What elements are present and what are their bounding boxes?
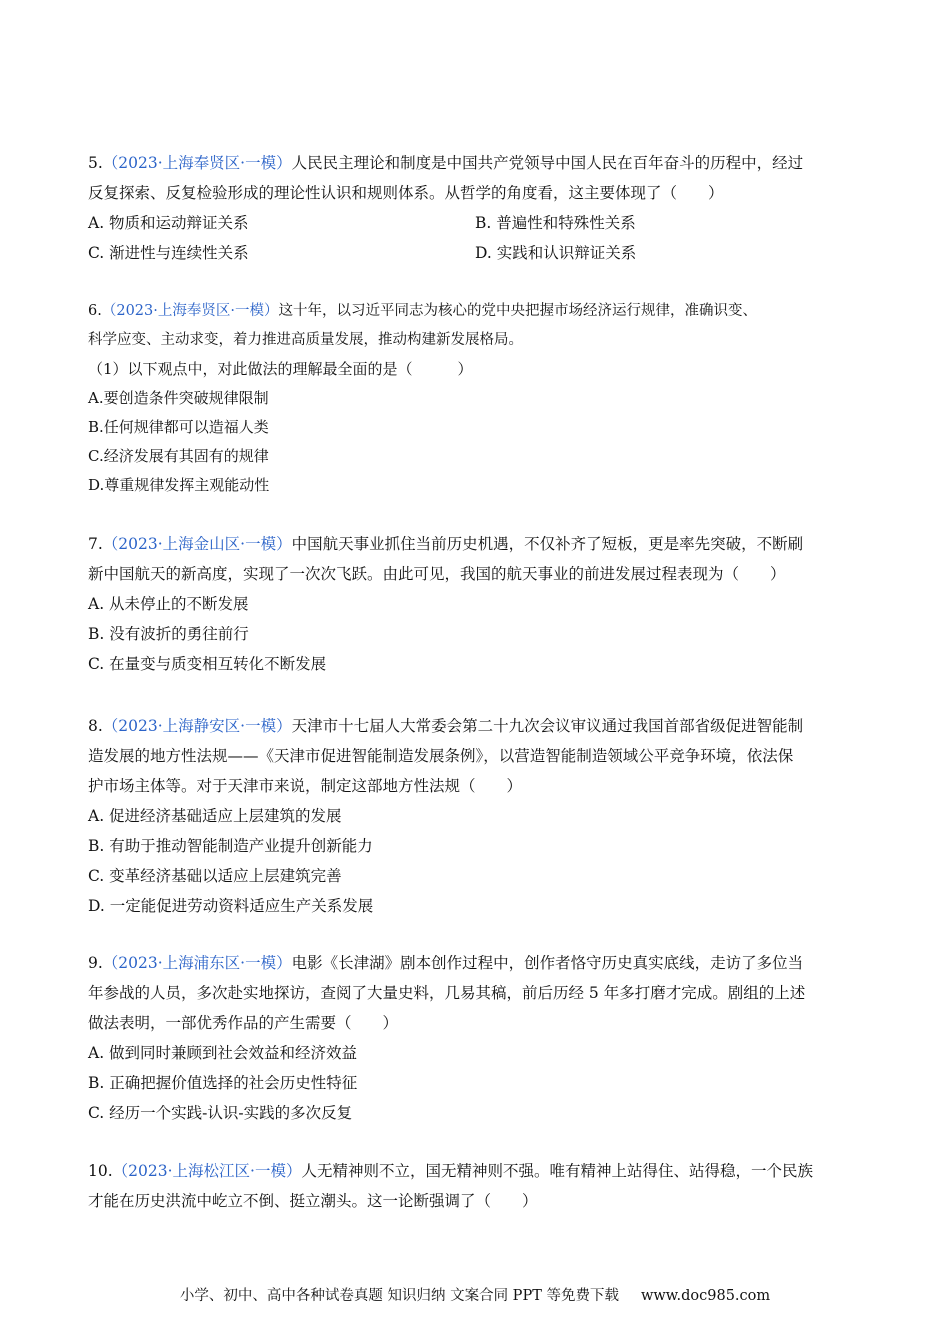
question-stem: 9.（2023·上海浦东区·一模）电影《长津湖》剧本创作过程中，创作者恪守历史真实底线，走访了多位当: [88, 954, 804, 972]
question-6: [88, 297, 863, 500]
question-stem: 护市场主体等。对于天津市来说，制定这部地方性法规（ ）: [88, 777, 523, 795]
sub-question: （1）以下观点中，对此做法的理解最全面的是（ ）: [88, 360, 473, 378]
option-c: C. 经历一个实践-认识-实践的多次反复: [88, 1104, 353, 1122]
option-d: D.尊重规律发挥主观能动性: [88, 476, 270, 494]
option-a: A. 促进经济基础适应上层建筑的发展: [88, 807, 342, 825]
page-footer: [0, 1284, 950, 1305]
option-a: A.要创造条件突破规律限制: [88, 389, 269, 407]
question-stem: 5.（2023·上海奉贤区·一模）人民民主理论和制度是中国共产党领导中国人民在百年奋斗的历程中，经过: [88, 154, 804, 172]
question-stem: 新中国航天的新高度，实现了一次次飞跃。由此可见，我国的航天事业的前进发展过程表现为（ ）: [88, 565, 786, 583]
option-c: C.经济发展有其固有的规律: [88, 447, 269, 465]
question-source: （2023·上海金山区·一模）: [102, 535, 292, 553]
option-a: A. 做到同时兼顾到社会效益和经济效益: [88, 1044, 358, 1062]
question-number: 8.: [88, 717, 103, 735]
question-9: [88, 948, 863, 1128]
option-b: B. 没有波折的勇往前行: [88, 625, 249, 643]
question-source: （2023·上海奉贤区·一模）: [101, 303, 279, 319]
option-b: B. 有助于推动智能制造产业提升创新能力: [88, 837, 373, 855]
question-stem: 反复探索、反复检验形成的理论性认识和规则体系。从哲学的角度看，这主要体现了（ ）: [88, 184, 724, 202]
question-source: （2023·上海静安区·一模）: [102, 717, 292, 735]
question-5: [88, 148, 863, 268]
footer-site-link[interactable]: www.doc985.com: [640, 1288, 771, 1304]
question-number: 5.: [88, 154, 103, 172]
option-b: B. 普遍性和特殊性关系: [475, 214, 636, 232]
option-a: A. 从未停止的不断发展: [88, 595, 249, 613]
option-c: C. 在量变与质变相互转化不断发展: [88, 655, 327, 673]
option-d: D. 一定能促进劳动资料适应生产关系发展: [88, 897, 374, 915]
question-number: 10.: [88, 1162, 113, 1180]
option-c: C. 渐进性与连续性关系: [88, 244, 249, 262]
question-source: （2023·上海松江区·一模）: [112, 1162, 302, 1180]
question-stem: 6.（2023·上海奉贤区·一模）这十年，以习近平同志为核心的党中央把握市场经济运行规律，准确识变、: [88, 303, 757, 319]
question-stem: 才能在历史洪流中屹立不倒、挺立潮头。这一论断强调了（ ）: [88, 1192, 538, 1210]
question-stem: 做法表明，一部优秀作品的产生需要（ ）: [88, 1014, 399, 1032]
option-d: D. 实践和认识辩证关系: [475, 244, 637, 262]
question-source: （2023·上海浦东区·一模）: [102, 954, 292, 972]
question-stem: 7.（2023·上海金山区·一模）中国航天事业抓住当前历史机遇，不仅补齐了短板，更是率先突破，不断刷: [88, 535, 804, 553]
question-number: 9.: [88, 954, 103, 972]
option-c: C. 变革经济基础以适应上层建筑完善: [88, 867, 342, 885]
option-b: B.任何规律都可以造福人类: [88, 418, 269, 436]
footer-text: 小学、初中、高中各种试卷真题 知识归纳 文案合同 PPT 等免费下载: [179, 1288, 619, 1304]
option-a: A. 物质和运动辩证关系: [88, 214, 249, 232]
question-stem: 科学应变、主动求变，着力推进高质量发展，推动构建新发展格局。: [88, 332, 523, 348]
options-row: [88, 238, 863, 268]
options-row: [88, 208, 863, 238]
question-stem: 造发展的地方性法规——《天津市促进智能制造发展条例》，以营造智能制造领域公平竞争环境，依法保: [88, 747, 794, 765]
option-b: B. 正确把握价值选择的社会历史性特征: [88, 1074, 358, 1092]
question-stem: 年参战的人员，多次赴实地探访，查阅了大量史料，几易其稿，前后历经 5 年多打磨才完成。剧组的上述: [88, 984, 806, 1002]
question-stem: 10.（2023·上海松江区·一模）人无精神则不立，国无精神则不强。唯有精神上站得住、站得稳，一个民族: [88, 1162, 813, 1180]
question-number: 7.: [88, 535, 103, 553]
question-number: 6.: [88, 303, 102, 319]
question-7: [88, 529, 863, 679]
question-stem: 8.（2023·上海静安区·一模）天津市十七届人大常委会第二十九次会议审议通过我国首部省级促进智能制: [88, 717, 804, 735]
question-10: [88, 1156, 863, 1216]
question-source: （2023·上海奉贤区·一模）: [102, 154, 292, 172]
question-8: [88, 711, 863, 921]
